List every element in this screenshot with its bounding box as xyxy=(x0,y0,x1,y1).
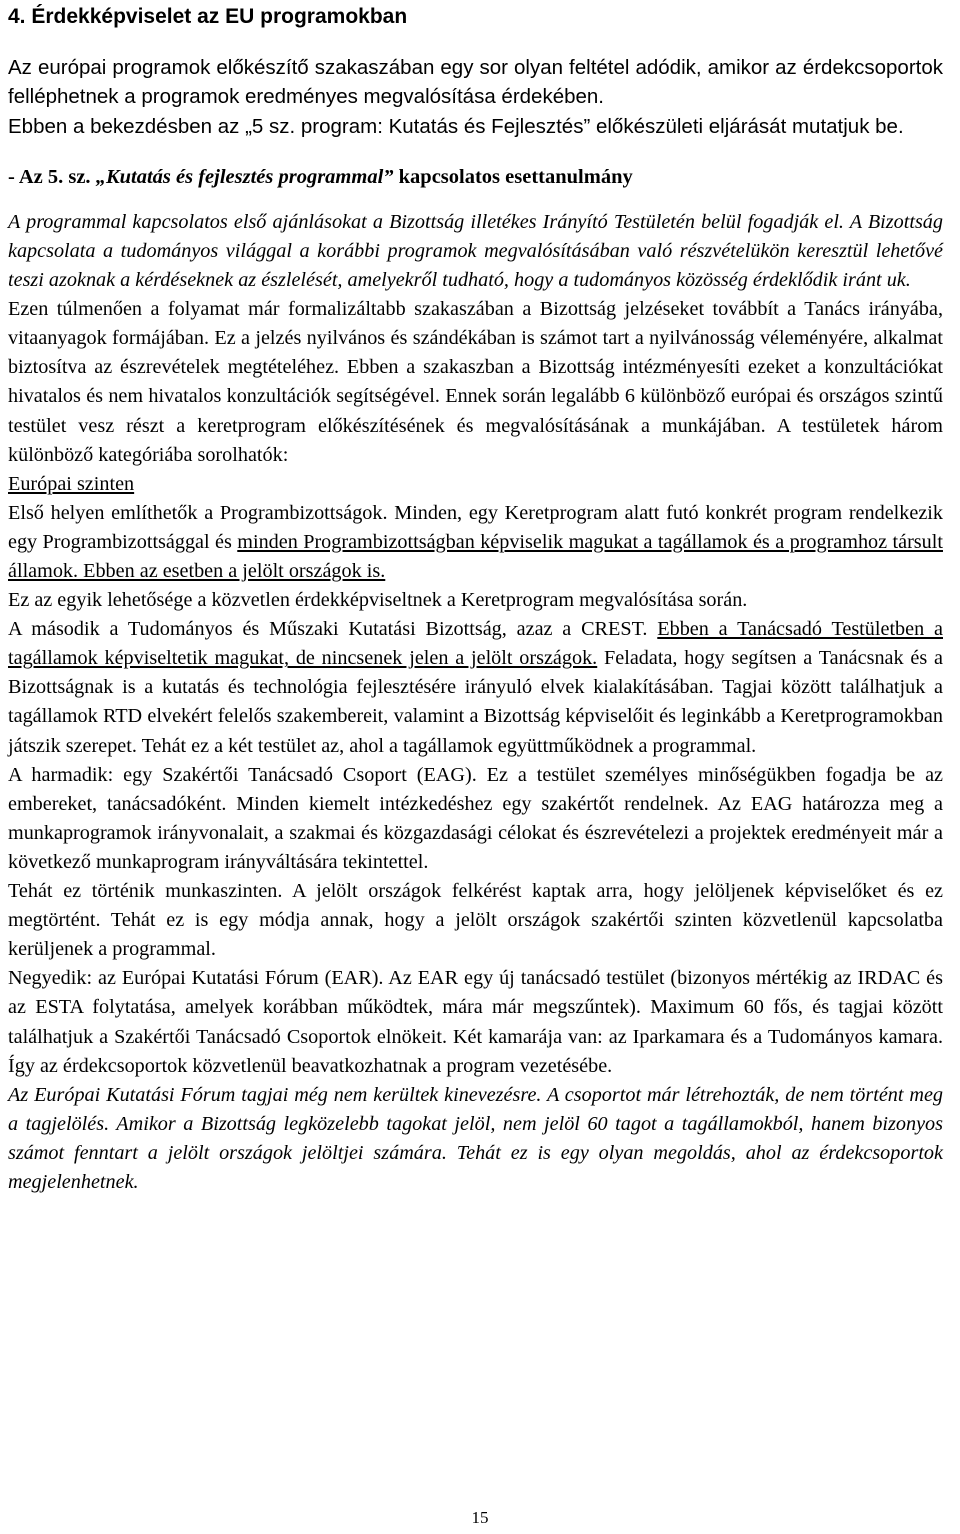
crest-intro-text: A második a Tudományos és Műszaki Kutatási Bizottság, azaz a CREST. xyxy=(8,618,658,641)
case-study-body xyxy=(8,208,943,1197)
document-page xyxy=(8,0,943,1197)
programme-committees-underlined: minden Programbizottságban képviselik magukat a tagállamok és a programhoz társult államok. Ebben az esetben a jelölt országok is. xyxy=(8,530,943,583)
programme-committees-text: Első helyen említhetők a Programbizottságok. Minden, egy Keretprogram alatt futó konkrét program rendelkezik egy Programbizottsággal és xyxy=(8,501,943,553)
body-paragraph-2: Ezen túlmenően a folyamat már formalizáltabb szakaszában a Bizottság jelzéseket továbbít a Tanács irányába, vitaanyagok formájában. Ez a jelzés nyilvános és szándékában is számot tart a nyilvánosság véleményére, alkalmat biztosítva az észrevételek megtételéhez. Ebben a szakaszban a Bizottság intézményesíti ezeket a konzultációkat hivatalos és nem hivatalos konzultációk segítségével. Ennek során legalább 6 különböző európai és országos szintű testület vesz részt a keretprogram előkészítésének és megvalósításának a munkájában. A testületek három különböző kategóriába sorolhatók: xyxy=(8,298,943,466)
subheading-lead: - Az 5. sz. xyxy=(8,165,96,188)
body-paragraph-programme-committees xyxy=(8,499,943,586)
body-paragraph-direct-representation: Ez az egyik lehetősége a közvetlen érdekképviseltnek a Keretprogram megvalósítása során. xyxy=(8,589,748,612)
body-paragraph-crest xyxy=(8,615,943,760)
section-heading: 4. Érdekképviselet az EU programokban xyxy=(8,5,408,28)
body-paragraph-working-level: Tehát ez történik munkaszinten. A jelölt országok felkérést kaptak arra, hogy jelöljenek képviselőket és ez megtörtént. Tehát ez is egy módja annak, hogy a jelölt országok szakértői szinten közvetlenül kapcsolatba kerüljenek a programmal. xyxy=(8,880,943,961)
body-paragraph-forum-members: Az Európai Kutatási Fórum tagjai még nem kerültek kinevezésre. A csoportot már létrehozták, de nem történt meg a tagjelölés. Amikor a Bizottság legközelebb tagokat jelöl, nem jelöl 60 tagot a tagállamokból, hanem bizonyos számot fenntart a jelölt országok jelöltjei számára. Tehát ez is egy olyan megoldás, ahol az érdekcsoportok megjelenhetnek. xyxy=(8,1083,943,1193)
intro-paragraph-1: Az európai programok előkészítő szakaszában egy sor olyan feltétel adódik, amikor az érdekcsoportok felléphetnek a programok eredményes megvalósítása érdekében. xyxy=(8,56,943,109)
subheading-program-title: „Kutatás és fejlesztés programmal” xyxy=(95,165,394,188)
page-number: 15 xyxy=(471,1508,489,1527)
body-paragraph-1: A programmal kapcsolatos első ajánlásokat a Bizottság illetékes Irányító Testületén belül fogadják el. A Bizottság kapcsolata a tudományos világgal a korábbi programok megvalósításában való részvételükön keresztül lehetővé teszi azoknak a kérdéseknek az észlelését, amelyekről tudható, hogy a tudományos közösség érdeklődik iránt uk. xyxy=(8,210,943,292)
body-paragraph-eag: A harmadik: egy Szakértői Tanácsadó Csoport (EAG). Ez a testület személyes minőségükben fogadja be az embereket, tanácsadóként. Minden kiemelt intézkedéshez egy szakértőt rendelnek. Az EAG határozza meg a munkaprogramok irányvonalait, a szakmai és közgazdasági célokat és észrevételezi a projektek eredményeit már a következő munkaprogram irányváltására tekintettel. xyxy=(8,763,943,873)
intro-block xyxy=(8,53,943,141)
body-subtitle-european-level: Európai szinten xyxy=(8,472,135,495)
case-study-subheading xyxy=(8,163,943,192)
crest-rest-text: Feladata, hogy segítsen a Tanácsnak és a Bizottságnak is a kutatás és technológia fejlesztésére irányuló elvek kialakításában. Tagjai között találhatjuk a tagállamok RTD elvekért felelős szakembereit, valamint a Bizottság képviselőit és leginkább a Keretprogramokban játszik szerepet. Tehát ez a két testület az, ahol a tagállamok együttműködnek a programmal. xyxy=(8,647,943,757)
body-paragraph-ear: Negyedik: az Európai Kutatási Fórum (EAR). Az EAR egy új tanácsadó testület (bizonyos mértékig az IRDAC és az ESTA folytatása, amelyek korábban működtek, mára már megszűntek). Maximum 60 fős, és tagjai között találhatjuk a Szakértői Tanácsadó Csoportok elnökeit. Két kamarája van: az Iparkamara és a Tudományos kamara. Így az érdekcsoportok közvetlenül beavatkozhatnak a program vezetésébe. xyxy=(8,967,943,1077)
intro-paragraph-2: Ebben a bekezdésben az „5 sz. program: Kutatás és Fejlesztés” előkészületi eljárását mutatjuk be. xyxy=(8,114,904,138)
subheading-rest: kapcsolatos esettanulmány xyxy=(393,165,633,188)
crest-underlined: Ebben a Tanácsadó Testületben a tagállamok képviseltetik magukat, de nincsenek jelen a jelölt országok. xyxy=(8,618,943,670)
